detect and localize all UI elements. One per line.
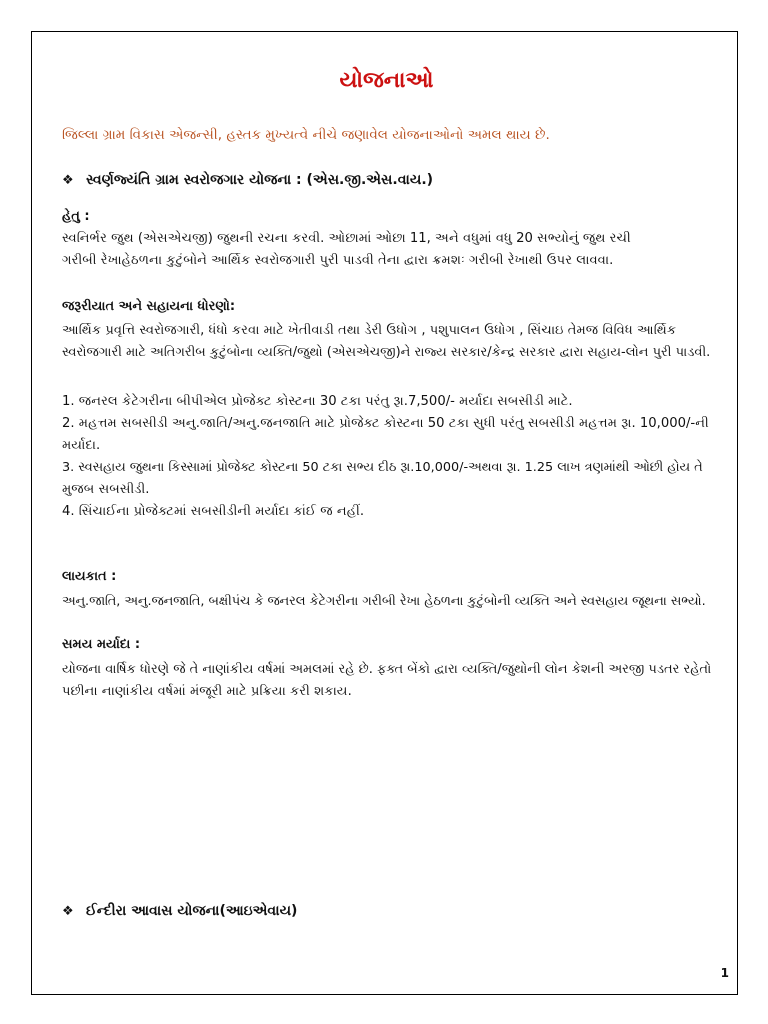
objective-text bbox=[62, 228, 711, 272]
objective-line: સ્વનિર્ભર જુથ (એસએચજી) જુથની રચના કરવી. ઓછામાં ઓછા 11, અને વધુમાં વધુ 20 સભ્યોનું જુથ રચી bbox=[62, 231, 631, 246]
page-number: 1 bbox=[720, 966, 729, 980]
objective-line: ગરીબી રેખાહેઠળના કુટુંબોને આર્થિક સ્વરોજગારી પુરી પાડવી તેના દ્વારા ક્રમશઃ ગરીબી રેખાથી ઉપર લાવવા. bbox=[62, 253, 614, 268]
time-limit-label: સમય મર્યાદા : bbox=[62, 637, 141, 652]
subsidy-item: 2. મહત્તમ સબસીડી અનુ.જાતિ/અનુ.જનજાતિ માટે પ્રોજેક્ટ કોસ્ટના 50 ટકા સુધી પરંતુ સબસીડી મહત્તમ રૂા. 10,000/-ની bbox=[62, 416, 709, 431]
diamond-bullet-icon: ❖ bbox=[62, 173, 74, 188]
eligibility-label: લાયકાત : bbox=[62, 569, 117, 584]
objective-label: હેતુ : bbox=[62, 209, 90, 224]
page-title: યોજનાઓ bbox=[339, 68, 434, 93]
subsidy-item: 3. સ્વસહાય જુથના કિસ્સામાં પ્રોજેક્ટ કોસ્ટના 50 ટકા સભ્ય દીઠ રૂા.10,000/-અથવા રૂા. 1.25 લાખ ત્રણમાંથી ઓછી હોય તે bbox=[62, 460, 703, 475]
subsidy-item: 1. જનરલ કેટેગરીના બીપીએલ પ્રોજેક્ટ કોસ્ટના 30 ટકા પરંતુ રૂા.7,500/- મર્યાદા સબસીડી માટે. bbox=[62, 394, 573, 409]
norms-line: સ્વરોજગારી માટે અતિગરીબ કુટુંબોના વ્યક્તિ/જુથો (એસએચજી)ને રાજ્ય સરકાર/કેન્દ્ર સરકાર દ્વારા સહાય-લોન પુરી પાડવી. bbox=[62, 345, 711, 360]
subsidy-item: 4. સિંચાઈના પ્રોજેક્ટમાં સબસીડીની મર્યાદા કાંઈ જ નહીં. bbox=[62, 504, 365, 519]
eligibility-line: અનુ.જાતિ, અનુ.જનજાતિ, બક્ષીપંચ કે જનરલ કેટેગરીના ગરીબી રેખા હેઠળના કુટુંબોની વ્યક્તિ અને સ્વસહાય જૂથના સભ્યો. bbox=[62, 594, 706, 609]
scheme-heading-iay bbox=[62, 901, 297, 922]
document-page bbox=[31, 31, 738, 995]
norms-line: આર્થિક પ્રવૃત્તિ સ્વરોજગારી, ધંધો કરવા માટે ખેતીવાડી તથા ડેરી ઉધોગ , પશુપાલન ઉધોગ , સિંચાઇ તેમજ વિવિધ આર્થિક bbox=[62, 323, 677, 338]
scheme-title: સ્વર્ણજ્યંતિ ગ્રામ સ્વરોજગાર યોજના : (એસ.જી.એસ.વાય.) bbox=[86, 172, 434, 188]
scheme-heading-sgsy bbox=[62, 170, 433, 191]
subsidy-item: મર્યાદા. bbox=[62, 438, 101, 453]
norms-text bbox=[62, 320, 711, 364]
time-limit-text bbox=[62, 659, 711, 703]
norms-label: જરૂરીયાત અને સહાયના ધોરણો: bbox=[62, 299, 236, 314]
scheme-title: ઈન્દીરા આવાસ યોજના(આઇએવાય) bbox=[86, 903, 298, 919]
time-limit-line: યોજના વાર્ષિક ધોરણે જે તે નાણાંકીય વર્ષમાં અમલમાં રહે છે. ફક્ત બેંકો દ્વારા વ્યક્તિ/જુથોની લોન કેશની અરજી પડતર રહેતો bbox=[62, 662, 712, 677]
intro-text: જિલ્લા ગ્રામ વિકાસ એજન્સી, હસ્તક મુખ્યત્વે નીચે જણાવેલ યોજનાઓનો અમલ થાય છે. bbox=[62, 127, 550, 143]
page-content bbox=[62, 32, 711, 994]
eligibility-text bbox=[62, 591, 711, 613]
subsidy-item: મુજબ સબસીડી. bbox=[62, 482, 150, 497]
diamond-bullet-icon: ❖ bbox=[62, 904, 74, 919]
subsidy-list bbox=[62, 391, 711, 523]
time-limit-line: પછીના નાણાંકીય વર્ષમાં મંજૂરી માટે પ્રક્રિયા કરી શકાય. bbox=[62, 684, 352, 699]
